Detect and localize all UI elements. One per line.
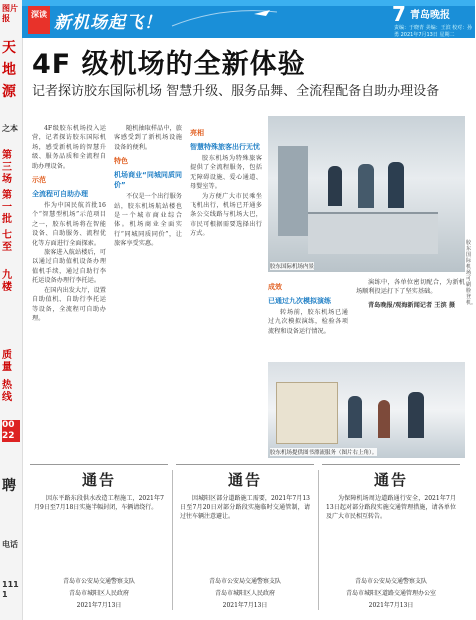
notice-box <box>30 464 168 615</box>
section-subheading: 已通过九次模拟演练 <box>268 297 331 305</box>
notice-divider <box>172 470 173 610</box>
notice-title: 通告 <box>373 471 408 489</box>
section-subheading: 全流程可自助办理 <box>32 190 88 199</box>
side-ad-text: 电话 <box>2 540 18 549</box>
paragraph: 为方便广大市民乘坐飞机出行，机场已开通多条公交线路与机场大巴，市民可根据需要选择出行方式。 <box>190 192 262 238</box>
paragraph: 在国内出发大厅，设置自助值机、自助行李托运等设备，全流程可自助办理。 <box>32 286 106 322</box>
airplane-icon <box>162 4 282 34</box>
photo-figure <box>358 164 374 208</box>
notice-title: 通告 <box>81 471 116 489</box>
notice-date: 2021年7月13日 <box>222 602 268 609</box>
notice-signatory: 青岛市公安局交通警察支队 <box>354 578 427 585</box>
side-ad-text: 天 <box>2 40 16 56</box>
paragraph: 随机抽取样品中，旅客感受到了新机场设施设备的便利。 <box>114 125 182 151</box>
section-heading: 成效 <box>268 283 282 291</box>
paper-name: 青岛晚报 <box>410 10 450 21</box>
article-column <box>32 124 106 460</box>
notice-signatory: 青岛市城阳区人民政府 <box>68 590 129 597</box>
notice-date: 2021年7月13日 <box>76 602 122 609</box>
side-ad-text: 质量 <box>2 350 12 373</box>
side-ad-text: 热线 <box>2 380 12 403</box>
photo-figure <box>408 392 424 438</box>
notice-signatory: 青岛市城阳区道路交通管理办公室 <box>345 590 436 597</box>
notice-title: 通告 <box>227 471 262 489</box>
section-heading: 示范 <box>32 176 46 185</box>
page-number: 7 <box>392 2 406 26</box>
side-ad-text: 图片报 <box>2 4 18 23</box>
paragraph: 转场前，胶东机场已通过九次模拟演练，检验各项流程和设备运行情况。 <box>268 309 348 335</box>
photo-caption: 胶东机场提供图书漂流服务（图片右上角）。 <box>270 450 378 456</box>
side-ad-text: 之本 <box>2 124 18 133</box>
photo-figure <box>328 166 342 206</box>
side-ad-text: 第三场 <box>2 150 12 185</box>
section-badge: 深读 <box>28 6 50 34</box>
photo-counter <box>308 212 438 254</box>
side-ad-text: 1111 <box>2 580 19 599</box>
bookshelf-photo <box>268 362 465 458</box>
notice-signatory: 青岛市公安局交通警察支队 <box>208 578 281 585</box>
paragraph: 演练中，各单位密切配合，为新机场顺利投运打下了坚实基础。 <box>356 279 465 296</box>
side-ad-text: 0022 <box>2 420 20 442</box>
side-ad-text: 九楼 <box>2 270 12 293</box>
article-column <box>114 124 182 460</box>
side-ad-text: 第一批 <box>2 190 12 225</box>
notice-box <box>176 464 314 615</box>
side-ad-text: 聘 <box>2 478 16 494</box>
section-title: 新机场起飞！ <box>54 13 162 33</box>
page-title: 4F 级机场的全新体验 <box>32 49 306 80</box>
photo-pillar <box>278 146 308 236</box>
paragraph: 胶东机场为特殊旅客提供了全流程服务，包括无障碍设施、爱心通道、母婴室等。 <box>190 155 262 191</box>
notice-box <box>322 464 460 615</box>
side-ad-text: 七至 <box>2 230 12 253</box>
article-column <box>356 278 465 358</box>
section-banner <box>22 0 475 38</box>
page-meta: 责编：于晓青 美编：王滨 校对：孙勇 2021年7月13日 星期二 <box>394 25 473 38</box>
lead-paragraph: 4F级胶东机场投入运营，记者探访胶东国际机场，感受新机场的智慧升级、服务品质和全流程自助办理设备。 <box>32 125 106 170</box>
article-column <box>190 124 262 460</box>
article-column <box>268 278 348 358</box>
photo-caption-vertical: 胶东国际机场可刷脸登机。 <box>466 240 476 306</box>
notice-divider <box>318 470 319 610</box>
section-heading: 亮相 <box>190 129 204 137</box>
photo-caption: 胶东国际机场内景 <box>270 264 315 270</box>
notice-body: 因城阳区部分道路施工需要，2021年7月13日至7月20日对部分路段实施临时交通管制，请过往车辆注意避让。 <box>180 495 310 520</box>
paragraph: 不仅是一个出行服务站，胶东机场航站楼也是一个城市商业综合体。机场商业全面实行“同城同质同价”，让旅客享受实惠。 <box>114 193 182 248</box>
paragraph: 旅客进入航站楼后，可以通过自助值机设备办理值机手续，通过自助行李托运设备办理行李托运。 <box>32 249 106 285</box>
photo-figure <box>348 396 362 438</box>
photo-credit: 青岛晚报/观海新闻记者 王滨 摄 <box>368 301 456 309</box>
side-ad-strip <box>0 0 23 620</box>
side-ad-text: 地 <box>2 62 16 78</box>
section-subheading: 智慧特殊旅客出行无忧 <box>190 143 260 151</box>
terminal-photo <box>268 116 465 272</box>
notice-body: 为保障机场周边道路通行安全，2021年7月13日起对部分路段实施交通管理措施，请各单位及广大市民相互转告。 <box>326 495 456 520</box>
notice-signatory: 青岛市城阳区人民政府 <box>214 590 275 597</box>
photo-figure <box>388 162 404 208</box>
notice-date: 2021年7月13日 <box>368 602 414 609</box>
notice-signatory: 青岛市公安局交通警察支队 <box>62 578 135 585</box>
section-heading: 特色 <box>114 157 128 166</box>
photo-shelf <box>276 382 338 444</box>
notice-body: 因东平路东段供水改造工程施工，2021年7月9日至7月18日实施半幅封闭，车辆请绕行。 <box>34 495 164 511</box>
photo-figure <box>378 400 390 438</box>
section-subheading: 机场商业“同城同质同价” <box>114 171 182 190</box>
subheadline: 记者探访胶东国际机场 智慧升级、服务品舞、全流程配备自助办理设备 <box>32 84 440 99</box>
paragraph: 作为中国民航首批16个“智慧型机场”示范项目之一，胶东机场将在智能设备、自助服务、流程优化等方面进行全面探索。 <box>32 202 106 247</box>
side-ad-text: 源 <box>2 84 16 100</box>
